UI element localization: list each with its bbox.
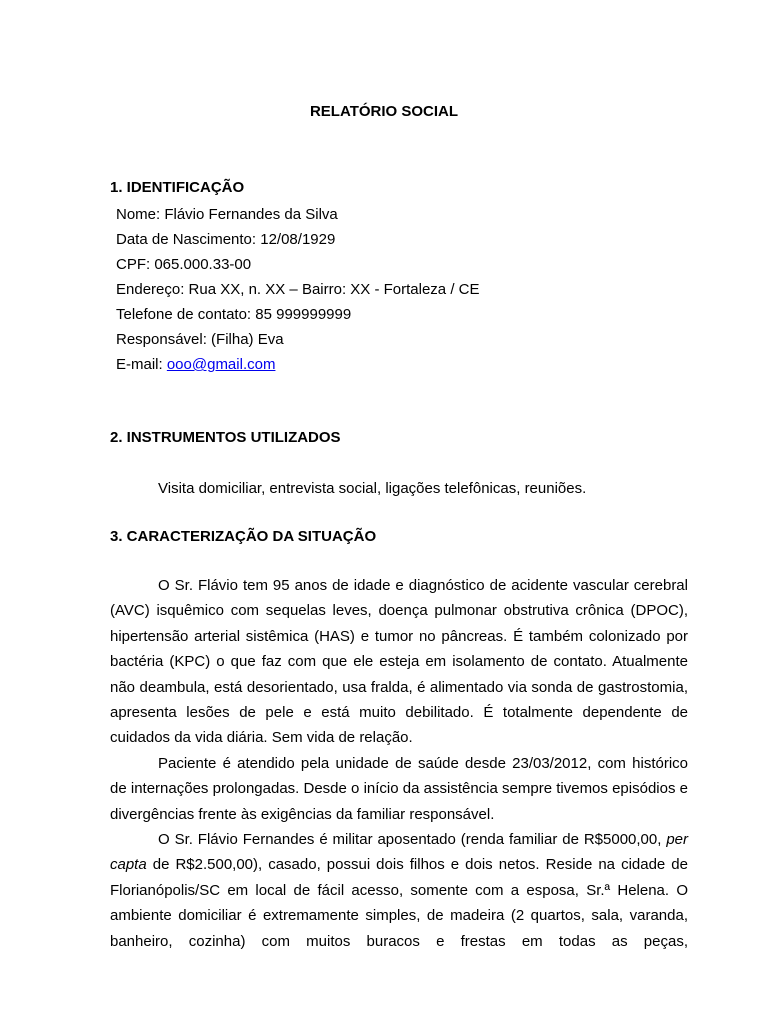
identification-list bbox=[116, 202, 480, 377]
section-heading-instruments: 2. INSTRUMENTOS UTILIZADOS bbox=[110, 429, 341, 446]
identification-birth-date: Data de Nascimento: 12/08/1929 bbox=[116, 231, 336, 248]
situation-paragraph-3 bbox=[110, 827, 688, 954]
situation-paragraph-3-italic: per capta bbox=[110, 831, 688, 874]
section-heading-situation: 3. CARACTERIZAÇÃO DA SITUAÇÃO bbox=[110, 528, 377, 545]
situation-paragraph-2: Paciente é atendido pela unidade de saúde desde 23/03/2012, com histórico de internações prolongadas. Desde o início da assistência sempre tivemos episódios e divergências frente às exigências da familiar responsável. bbox=[110, 754, 688, 823]
situation-paragraph-3-part-2: de R$2.500,00), casado, possui dois filhos e dois netos. Reside na cidade de Florianópolis/SC em local de fácil acesso, somente com a esposa, Sr.ª Helena. O ambiente domiciliar é extremamente simples, de madeira (2 quartos, sala, varanda, banheiro, cozinha) com muitos buracos e frestas em todas as peças, bbox=[110, 856, 688, 950]
situation-paragraph-3-part-1: O Sr. Flávio Fernandes é militar aposentado (renda familiar de R$5000,00, bbox=[158, 831, 667, 849]
situation-paragraph-1: O Sr. Flávio tem 95 anos de idade e diagnóstico de acidente vascular cerebral (AVC) isquêmico com sequelas leves, doença pulmonar obstrutiva crônica (DPOC), hipertensão arterial sistêmica (HAS) e tumor no pâncreas. É também colonizado por bactéria (KPC) o que faz com que ele esteja em isolamento de contato. Atualmente não deambula, está desorientado, usa fralda, é alimentado via sonda de gastrostomia, apresenta lesões de pele e está muito debilitado. É totalmente dependente de cuidados da vida diária. Sem vida de relação. bbox=[110, 577, 688, 747]
identification-responsible: Responsável: (Filha) Eva bbox=[116, 331, 284, 348]
identification-cpf: CPF: 065.000.33-00 bbox=[116, 256, 252, 273]
email-label: E-mail: bbox=[116, 356, 167, 373]
identification-email bbox=[116, 352, 480, 377]
document-title: RELATÓRIO SOCIAL bbox=[309, 103, 459, 120]
instruments-text: Visita domiciliar, entrevista social, ligações telefônicas, reuniões. bbox=[158, 480, 587, 497]
situation-body bbox=[110, 573, 688, 954]
section-heading-identification: 1. IDENTIFICAÇÃO bbox=[110, 179, 245, 196]
identification-phone: Telefone de contato: 85 999999999 bbox=[116, 306, 352, 323]
identification-address: Endereço: Rua XX, n. XX – Bairro: XX - Fortaleza / CE bbox=[116, 281, 480, 298]
identification-name: Nome: Flávio Fernandes da Silva bbox=[116, 206, 338, 223]
email-link[interactable]: ooo@gmail.com bbox=[166, 356, 276, 373]
